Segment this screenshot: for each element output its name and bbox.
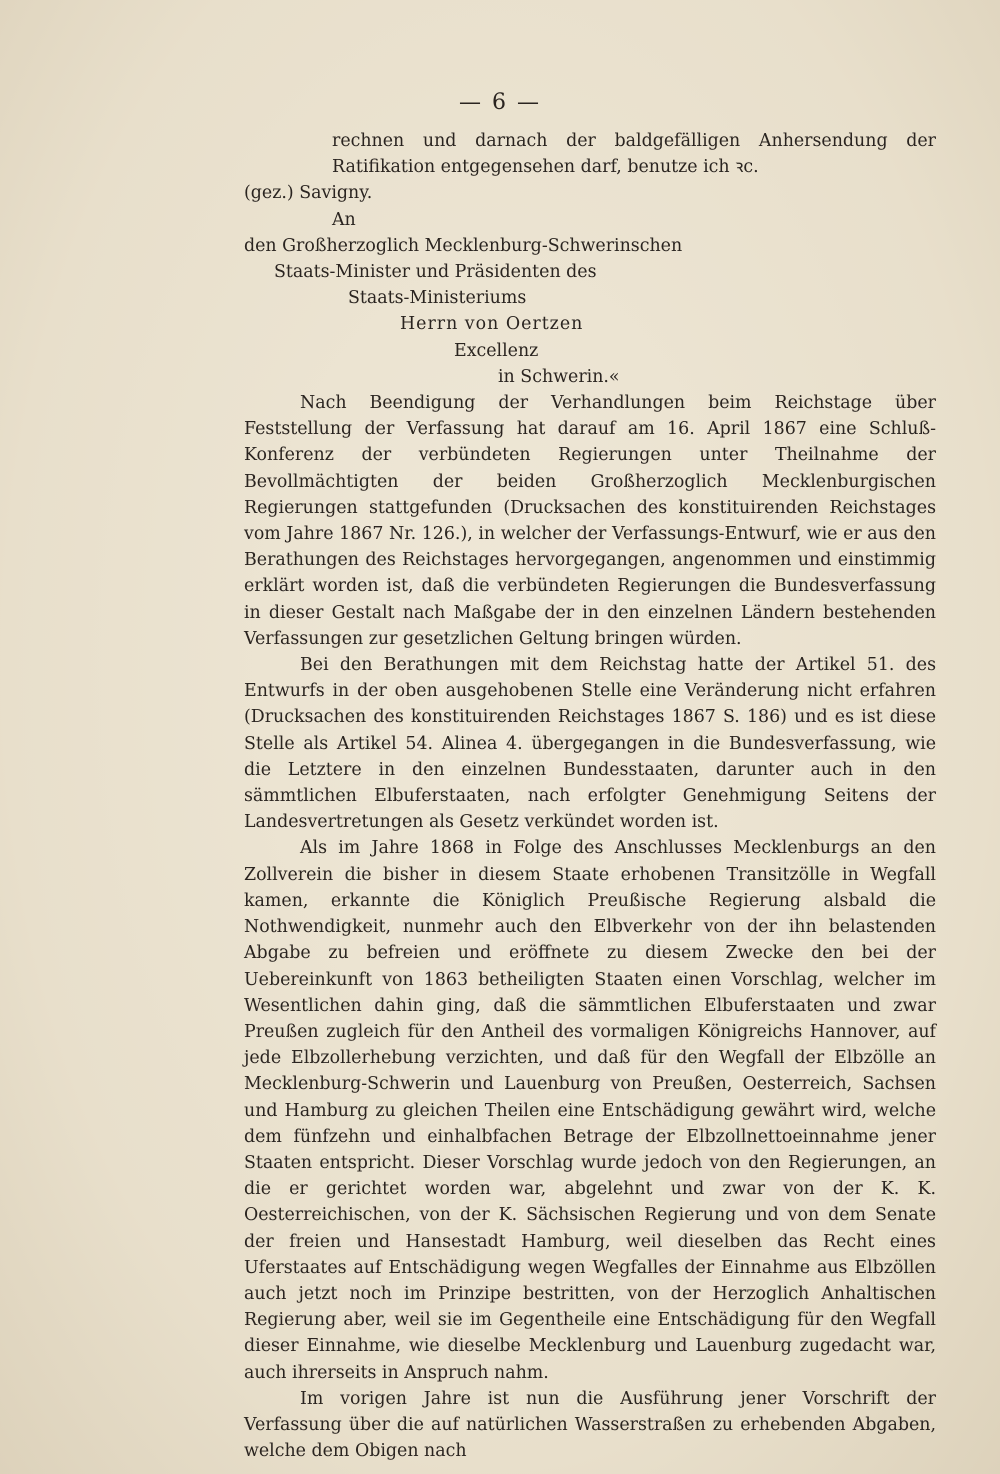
body-paragraph: Als im Jahre 1868 in Folge des Anschlusses Mecklenburgs an den Zollverein die bisher in diesem Staate erhobenen Transitzölle in Wegfall kamen, erkannte die Königlich Preußische Regierung alsbald die Nothwendigkeit, nunmehr auch den Elbverkehr von der ihn belastenden Abgabe zu befreien und eröffnete zu diesem Zwecke den bei der Uebereinkunft von 1863 betheiligten Staaten einen Vorschlag, welcher im Wesentlichen dahin ging, daß die sämmtlichen Elbuferstaaten und zwar Preußen zugleich für den Antheil des vormaligen Königreichs Hannover, auf jede Elbzollerhebung verzichten, und daß für den Wegfall der Elbzölle an Mecklenburg-Schwerin und Lauenburg von Preußen, Oesterreich, Sachsen und Hamburg zu gleichen Theilen eine Entschädigung gewährt wird, welche dem fünfzehn und einhalbfachen Betrage der Elbzollnettoeinnahme jener Staaten entspricht. Dieser Vorschlag wurde jedoch von den Regierungen, an die er gerichtet worden war, abgelehnt und zwar von der K. K. Oesterreichischen, von der K. Sächsischen Regierung und von dem Senate der freien und Hansestadt Hamburg, weil dieselben das Recht eines Uferstaates auf Entschädigung wegen Wegfalles der Einnahme aus Elbzöllen auch jetzt noch im Prinzipe bestritten, von der Herzoglich Anhaltischen Regierung aber, weil sie im Gegentheile eine Entschädigung für den Wegfall dieser Einnahme, wie dieselbe Mecklenburg und Lauenburg zugedacht war, auch ihrerseits in Anspruch nahm. (244, 838, 936, 1383)
address-line: Staats-Ministeriums (348, 288, 527, 309)
address-block (244, 207, 936, 390)
address-line: Herrn von Oertzen (400, 314, 584, 335)
body-paragraph: Nach Beendigung der Verhandlungen beim Reichstage über Feststellung der Verfassung hat darauf am 16. April 1867 eine Schluß-Konferenz der verbündeten Regierungen unter Theilnahme der Bevollmächtigten der beiden Großherzoglich Mecklenburgischen Regierungen stattgefunden (Drucksachen des konstituirenden Reichstages vom Jahre 1867 Nr. 126.), in welcher der Verfassungs-Entwurf, wie er aus den Berathungen des Reichstages hervorgegangen, angenommen und einstimmig erklärt worden ist, daß die verbündeten Regierungen die Bundesverfassung in dieser Gestalt nach Maßgabe der in den einzelnen Ländern bestehenden Verfassungen zur gesetzlichen Geltung bringen würden. (244, 393, 936, 649)
text-body (244, 128, 936, 1464)
body-paragraph: Bei den Berathungen mit dem Reichstag hatte der Artikel 51. des Entwurfs in der oben ausgehobenen Stelle eine Veränderung nicht erfahren (Drucksachen des konstituirenden Reichstages 1867 S. 186) und es ist diese Stelle als Artikel 54. Alinea 4. übergegangen in die Bundesverfassung, wie die Letztere in den einzelnen Bundesstaaten, darunter auch in den sämmtlichen Elbuferstaaten, nach erfolgter Genehmigung Seitens der Landesvertretungen als Gesetz verkündet worden ist. (244, 655, 936, 833)
signature: (gez.) Savigny. (244, 183, 373, 204)
address-line: Staats-Minister und Präsidenten des (274, 262, 597, 283)
page-number: — 6 — (459, 90, 541, 115)
address-line: An (332, 209, 356, 230)
address-line: Excellenz (454, 340, 539, 361)
body-paragraph: Im vorigen Jahre ist nun die Ausführung jener Vorschrift der Verfassung über die auf natürlichen Wasserstraßen zu erhebenden Abgaben, welche dem Obigen nach (244, 1388, 936, 1462)
lead-paragraph: rechnen und darnach der baldgefälligen Anhersendung der Ratifikation entgegensehen darf, benutze ich ꝛc. (332, 131, 936, 178)
address-line: den Großherzoglich Mecklenburg-Schwerinschen (244, 235, 683, 256)
address-line: in Schwerin.« (498, 366, 620, 387)
